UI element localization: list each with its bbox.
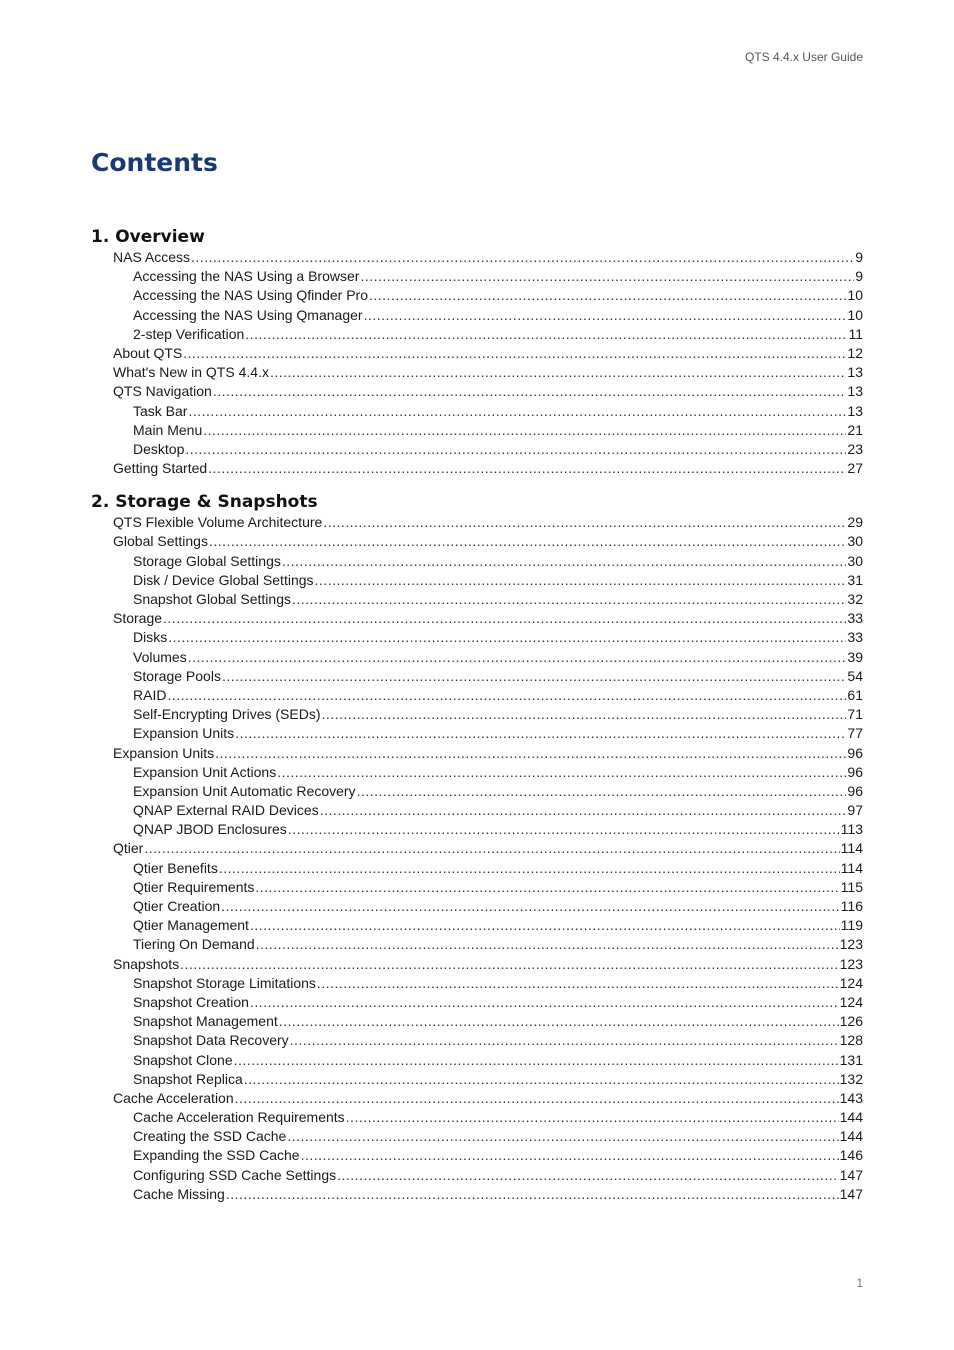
dot-leader bbox=[168, 628, 846, 647]
toc-entry[interactable] bbox=[91, 459, 863, 478]
toc-entry-page: 147 bbox=[839, 1185, 863, 1202]
toc-entry-label: Snapshot Global Settings bbox=[133, 591, 291, 607]
toc-entry[interactable] bbox=[91, 878, 863, 897]
toc-entry[interactable] bbox=[91, 421, 863, 440]
dot-leader bbox=[183, 344, 846, 363]
toc-entry[interactable] bbox=[91, 974, 863, 993]
dot-leader bbox=[250, 993, 839, 1012]
toc-entry[interactable] bbox=[91, 628, 863, 647]
toc-entry[interactable] bbox=[91, 344, 863, 363]
toc-entry[interactable] bbox=[91, 686, 863, 705]
toc-entry-label: Configuring SSD Cache Settings bbox=[133, 1166, 337, 1183]
toc-entry-label: RAID bbox=[133, 686, 167, 703]
toc-entry[interactable] bbox=[91, 513, 863, 532]
toc-entry[interactable] bbox=[91, 1051, 863, 1070]
dot-leader bbox=[235, 1089, 839, 1108]
toc-entry-page: 119 bbox=[840, 917, 863, 934]
toc-entry-label: Expansion Unit Actions bbox=[133, 763, 277, 780]
dot-leader bbox=[219, 859, 840, 878]
dot-leader bbox=[188, 402, 846, 421]
toc-entry[interactable] bbox=[91, 648, 863, 667]
toc-entry[interactable] bbox=[91, 1108, 863, 1127]
toc-entry[interactable] bbox=[91, 705, 863, 724]
toc-entry[interactable] bbox=[91, 571, 863, 590]
toc-entry-page: 13 bbox=[847, 364, 863, 381]
toc-entry-label: Self-Encrypting Drives (SEDs) bbox=[133, 706, 321, 723]
dot-leader bbox=[144, 839, 839, 858]
toc-section bbox=[91, 226, 863, 478]
toc-entry-label: Accessing the NAS Using Qmanager bbox=[133, 306, 363, 323]
toc-entry[interactable] bbox=[91, 306, 863, 325]
toc-entry[interactable] bbox=[91, 782, 863, 801]
toc-entry-page: 146 bbox=[839, 1147, 863, 1164]
toc-entry[interactable] bbox=[91, 955, 863, 974]
dot-leader bbox=[250, 916, 840, 935]
toc-entry-page: 97 bbox=[847, 802, 863, 819]
dot-leader bbox=[213, 382, 847, 401]
dot-leader bbox=[180, 955, 838, 974]
dot-leader bbox=[185, 440, 846, 459]
toc-entry-page: 30 bbox=[847, 533, 863, 550]
dot-leader bbox=[315, 571, 847, 590]
dot-leader bbox=[255, 878, 839, 897]
toc-entry-page: 126 bbox=[839, 1013, 863, 1030]
dot-leader bbox=[245, 325, 847, 344]
toc-entry-label: Qtier bbox=[113, 840, 144, 857]
toc-entry-label: Qtier Management bbox=[133, 917, 249, 934]
dot-leader bbox=[209, 532, 846, 551]
dot-leader bbox=[163, 609, 846, 628]
toc-entry-label: Cache Acceleration Requirements bbox=[133, 1109, 345, 1126]
toc-entry[interactable] bbox=[91, 859, 863, 878]
toc-entry-page: 128 bbox=[839, 1032, 863, 1049]
toc-entry[interactable] bbox=[91, 839, 863, 858]
toc-entry-label: Expansion Units bbox=[133, 725, 235, 742]
toc-entry-label: Expansion Unit Automatic Recovery bbox=[133, 782, 356, 799]
toc-entry[interactable] bbox=[91, 609, 863, 628]
toc-entry[interactable] bbox=[91, 1166, 863, 1185]
toc-entry[interactable] bbox=[91, 897, 863, 916]
toc-entry[interactable] bbox=[91, 763, 863, 782]
toc-entry-label: QNAP JBOD Enclosures bbox=[133, 821, 287, 838]
dot-leader bbox=[323, 513, 846, 532]
toc-entry[interactable] bbox=[91, 363, 863, 382]
dot-leader bbox=[317, 974, 839, 993]
toc-entry-label: Cache Missing bbox=[133, 1185, 225, 1202]
toc-entry-label: Snapshot Replica bbox=[133, 1070, 243, 1087]
toc-section bbox=[91, 491, 863, 1204]
toc-entry-label: Disk / Device Global Settings bbox=[133, 571, 314, 588]
toc-entry-page: 77 bbox=[847, 725, 863, 742]
toc-entry-page: 39 bbox=[847, 648, 863, 665]
toc-entry-label: Desktop bbox=[133, 440, 185, 457]
toc-entry-page: 11 bbox=[848, 325, 863, 342]
toc-entry-page: 147 bbox=[839, 1166, 863, 1183]
toc-entry-page: 115 bbox=[840, 878, 863, 895]
toc-entry-page: 10 bbox=[847, 287, 863, 304]
toc-entry-page: 144 bbox=[839, 1128, 863, 1145]
dot-leader bbox=[364, 306, 847, 325]
toc-entry[interactable] bbox=[91, 325, 863, 344]
dot-leader bbox=[235, 724, 846, 743]
section-heading[interactable]: 2. Storage & Snapshots bbox=[91, 492, 318, 513]
toc-entry-label: Volumes bbox=[133, 648, 187, 665]
toc-entry[interactable] bbox=[91, 916, 863, 935]
dot-leader bbox=[292, 590, 846, 609]
toc-entry-label: Snapshot Clone bbox=[133, 1051, 233, 1068]
dot-leader bbox=[360, 267, 854, 286]
toc-entry-page: 10 bbox=[847, 306, 863, 323]
toc-entry[interactable] bbox=[91, 1146, 863, 1165]
toc-entry-page: 96 bbox=[847, 782, 863, 799]
toc-entry-page: 71 bbox=[847, 706, 863, 723]
toc-entry-page: 13 bbox=[847, 383, 863, 400]
toc-entry[interactable] bbox=[91, 286, 863, 305]
toc-entry-page: 23 bbox=[847, 440, 863, 457]
toc-entry-page: 27 bbox=[847, 460, 863, 477]
toc-entry-label: Storage bbox=[113, 610, 163, 627]
dot-leader bbox=[244, 1070, 839, 1089]
toc-entry-page: 33 bbox=[847, 610, 863, 627]
dot-leader bbox=[188, 648, 847, 667]
dot-leader bbox=[369, 286, 846, 305]
page-title: Contents bbox=[91, 148, 218, 177]
toc-entry[interactable] bbox=[91, 1070, 863, 1089]
toc-entry-page: 13 bbox=[847, 402, 863, 419]
toc-entry-label: Accessing the NAS Using a Browser bbox=[133, 268, 360, 285]
toc-entry-label: Creating the SSD Cache bbox=[133, 1128, 287, 1145]
dot-leader bbox=[221, 897, 840, 916]
toc-entry[interactable] bbox=[91, 820, 863, 839]
toc-entry[interactable] bbox=[91, 724, 863, 743]
toc-entry[interactable] bbox=[91, 667, 863, 686]
toc-entry[interactable] bbox=[91, 1031, 863, 1050]
dot-leader bbox=[322, 705, 847, 724]
toc-entry-page: 9 bbox=[855, 249, 863, 265]
dot-leader bbox=[270, 363, 846, 382]
toc-entry-label: Snapshots bbox=[113, 955, 180, 972]
toc-entry[interactable] bbox=[91, 935, 863, 954]
toc-entry-label: Accessing the NAS Using Qfinder Pro bbox=[133, 287, 368, 304]
toc-entry-page: 12 bbox=[847, 344, 863, 361]
toc-entry-label: Tiering On Demand bbox=[133, 936, 255, 953]
toc-entry[interactable] bbox=[91, 382, 863, 401]
toc-entry-label: Qtier Creation bbox=[133, 898, 221, 914]
dot-leader bbox=[234, 1051, 839, 1070]
toc-entry[interactable] bbox=[91, 267, 863, 286]
toc-entry[interactable] bbox=[91, 1012, 863, 1031]
dot-leader bbox=[256, 935, 839, 954]
toc-entry-label: Storage Global Settings bbox=[133, 552, 281, 569]
dot-leader bbox=[215, 744, 846, 763]
toc-entry-page: 96 bbox=[847, 744, 863, 761]
toc-entry-label: QTS Flexible Volume Architecture bbox=[113, 514, 323, 531]
toc-entry[interactable] bbox=[91, 1089, 863, 1108]
toc-entry-page: 114 bbox=[840, 840, 863, 857]
toc-entry-page: 123 bbox=[839, 955, 863, 972]
toc-entry-page: 33 bbox=[847, 629, 863, 646]
dot-leader bbox=[320, 801, 847, 820]
toc-entry-page: 96 bbox=[847, 763, 863, 780]
toc-entry-label: Snapshot Management bbox=[133, 1013, 278, 1030]
toc-entry-label: What's New in QTS 4.4.x bbox=[113, 364, 269, 381]
toc-entry[interactable] bbox=[91, 248, 863, 267]
toc-entry[interactable] bbox=[91, 993, 863, 1012]
toc-entry[interactable] bbox=[91, 402, 863, 421]
dot-leader bbox=[288, 820, 840, 839]
toc-entry-page: 143 bbox=[839, 1089, 863, 1106]
toc-entry-page: 124 bbox=[839, 993, 863, 1010]
toc-entry-page: 9 bbox=[855, 268, 863, 285]
toc-entry-label: Qtier Requirements bbox=[133, 878, 255, 895]
toc-entry-page: 124 bbox=[839, 974, 863, 991]
toc-entry-page: 123 bbox=[839, 936, 863, 953]
toc-entry-label: Storage Pools bbox=[133, 667, 221, 684]
toc-entry-label: About QTS bbox=[113, 344, 183, 361]
toc-entry[interactable] bbox=[91, 590, 863, 609]
toc-entry-label: Global Settings bbox=[113, 533, 208, 550]
toc-entry-label: Qtier Benefits bbox=[133, 859, 218, 876]
toc-entry-page: 31 bbox=[847, 571, 863, 588]
toc-entry-label: Snapshot Data Recovery bbox=[133, 1032, 289, 1049]
dot-leader bbox=[277, 763, 846, 782]
dot-leader bbox=[279, 1012, 839, 1031]
toc-entry-label: Task Bar bbox=[133, 402, 188, 419]
toc-entry-label: Expansion Units bbox=[113, 744, 215, 761]
toc-entry-page: 61 bbox=[847, 686, 863, 703]
dot-leader bbox=[167, 686, 846, 705]
toc-entry[interactable] bbox=[91, 440, 863, 459]
toc-entry-label: 2-step Verification bbox=[133, 325, 245, 342]
toc-entry[interactable] bbox=[91, 532, 863, 551]
toc-entry-page: 54 bbox=[847, 667, 863, 684]
toc-entry-label: QTS Navigation bbox=[113, 383, 212, 400]
toc-entry-page: 131 bbox=[839, 1051, 863, 1068]
table-of-contents bbox=[91, 226, 863, 1204]
dot-leader bbox=[203, 421, 846, 440]
toc-entry-label: Getting Started bbox=[113, 460, 208, 477]
toc-entry-page: 144 bbox=[839, 1109, 863, 1126]
dot-leader bbox=[287, 1127, 838, 1146]
toc-entry-label: QNAP External RAID Devices bbox=[133, 802, 319, 819]
dot-leader bbox=[282, 552, 847, 571]
dot-leader bbox=[357, 782, 847, 801]
dot-leader bbox=[301, 1146, 839, 1165]
toc-entry-page: 114 bbox=[840, 859, 863, 876]
dot-leader bbox=[290, 1031, 839, 1050]
dot-leader bbox=[337, 1166, 839, 1185]
toc-entry-label: Main Menu bbox=[133, 421, 203, 438]
toc-entry-label: Snapshot Creation bbox=[133, 993, 249, 1010]
toc-entry-page: 116 bbox=[840, 898, 863, 914]
toc-entry-label: Cache Acceleration bbox=[113, 1089, 234, 1106]
dot-leader bbox=[222, 667, 846, 686]
toc-entry-label: Disks bbox=[133, 629, 168, 646]
dot-leader bbox=[191, 248, 854, 267]
dot-leader bbox=[346, 1108, 839, 1127]
toc-entry-page: 30 bbox=[847, 552, 863, 569]
toc-entry-page: 113 bbox=[840, 821, 863, 838]
toc-entry[interactable] bbox=[91, 1185, 863, 1204]
toc-entry[interactable] bbox=[91, 552, 863, 571]
toc-entry[interactable] bbox=[91, 1127, 863, 1146]
toc-entry-page: 29 bbox=[847, 514, 863, 531]
toc-entry-page: 132 bbox=[839, 1070, 863, 1087]
toc-entry-label: NAS Access bbox=[113, 249, 191, 265]
section-heading[interactable]: 1. Overview bbox=[91, 227, 205, 247]
toc-entry-page: 32 bbox=[847, 591, 863, 607]
dot-leader bbox=[226, 1185, 839, 1204]
running-header: QTS 4.4.x User Guide bbox=[744, 50, 863, 64]
toc-entry-label: Expanding the SSD Cache bbox=[133, 1147, 300, 1164]
toc-entry[interactable] bbox=[91, 744, 863, 763]
toc-entry[interactable] bbox=[91, 801, 863, 820]
page-number: 1 bbox=[856, 1276, 863, 1290]
toc-entry-page: 21 bbox=[847, 421, 863, 438]
dot-leader bbox=[208, 459, 846, 478]
toc-entry-label: Snapshot Storage Limitations bbox=[133, 974, 316, 991]
